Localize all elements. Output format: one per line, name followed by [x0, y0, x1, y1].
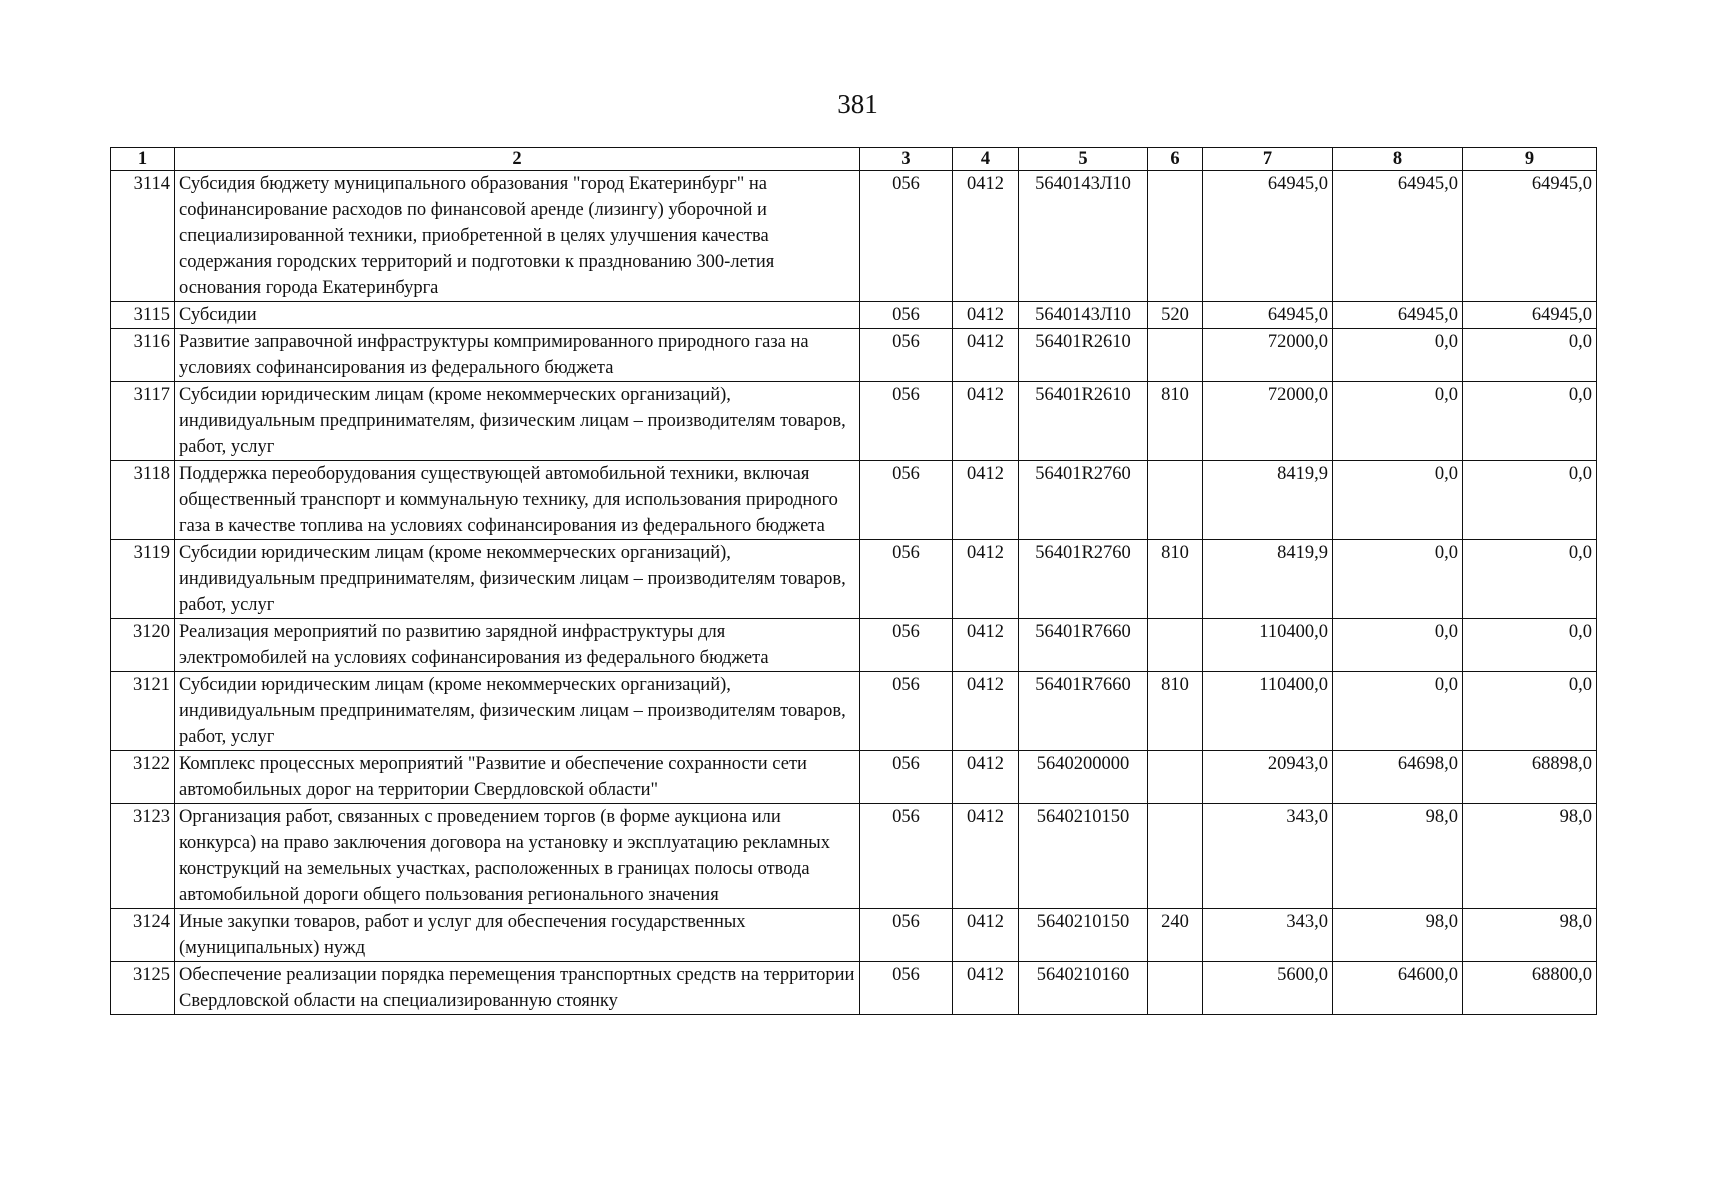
target-article-code: 56401R2610	[1019, 382, 1148, 461]
expense-type-code: 240	[1148, 909, 1203, 962]
table-header	[111, 148, 1597, 171]
expense-type-code: 810	[1148, 540, 1203, 619]
table-row	[111, 751, 1597, 804]
table-body	[111, 171, 1597, 1015]
ministry-code: 056	[860, 751, 953, 804]
column-header: 9	[1463, 148, 1597, 171]
amount-col-8: 98,0	[1333, 804, 1463, 909]
amount-col-9: 0,0	[1463, 619, 1597, 672]
ministry-code: 056	[860, 804, 953, 909]
section-code: 0412	[953, 751, 1019, 804]
column-header: 8	[1333, 148, 1463, 171]
amount-col-9: 0,0	[1463, 329, 1597, 382]
target-article-code: 5640210160	[1019, 962, 1148, 1015]
target-article-code: 56401R2760	[1019, 540, 1148, 619]
amount-col-7: 8419,9	[1203, 540, 1333, 619]
expense-type-code: 520	[1148, 302, 1203, 329]
target-article-code: 5640210150	[1019, 909, 1148, 962]
amount-col-7: 110400,0	[1203, 672, 1333, 751]
amount-col-8: 98,0	[1333, 909, 1463, 962]
ministry-code: 056	[860, 619, 953, 672]
amount-col-8: 0,0	[1333, 382, 1463, 461]
target-article-code: 56401R2760	[1019, 461, 1148, 540]
section-code: 0412	[953, 909, 1019, 962]
column-header: 6	[1148, 148, 1203, 171]
row-name: Комплекс процессных мероприятий "Развитие и обеспечение сохранности сети автомобильных дорог на территории Свердловской области"	[175, 751, 860, 804]
column-header: 3	[860, 148, 953, 171]
amount-col-9: 0,0	[1463, 540, 1597, 619]
row-number: 3116	[111, 329, 175, 382]
amount-col-7: 20943,0	[1203, 751, 1333, 804]
table-row	[111, 962, 1597, 1015]
amount-col-8: 0,0	[1333, 540, 1463, 619]
row-number: 3118	[111, 461, 175, 540]
amount-col-8: 64600,0	[1333, 962, 1463, 1015]
expense-type-code	[1148, 461, 1203, 540]
table-row	[111, 302, 1597, 329]
section-code: 0412	[953, 804, 1019, 909]
target-article-code: 5640200000	[1019, 751, 1148, 804]
amount-col-8: 64945,0	[1333, 171, 1463, 302]
row-number: 3119	[111, 540, 175, 619]
row-name: Субсидии	[175, 302, 860, 329]
table-row	[111, 461, 1597, 540]
target-article-code: 5640210150	[1019, 804, 1148, 909]
row-number: 3122	[111, 751, 175, 804]
table-row	[111, 171, 1597, 302]
target-article-code: 5640143Л10	[1019, 171, 1148, 302]
row-number: 3121	[111, 672, 175, 751]
section-code: 0412	[953, 382, 1019, 461]
column-header: 4	[953, 148, 1019, 171]
amount-col-7: 5600,0	[1203, 962, 1333, 1015]
row-number: 3120	[111, 619, 175, 672]
column-header: 5	[1019, 148, 1148, 171]
target-article-code: 56401R7660	[1019, 672, 1148, 751]
row-number: 3125	[111, 962, 175, 1015]
expense-type-code	[1148, 171, 1203, 302]
row-number: 3123	[111, 804, 175, 909]
expense-type-code	[1148, 619, 1203, 672]
column-header: 2	[175, 148, 860, 171]
table-row	[111, 329, 1597, 382]
ministry-code: 056	[860, 461, 953, 540]
amount-col-7: 64945,0	[1203, 171, 1333, 302]
row-number: 3114	[111, 171, 175, 302]
target-article-code: 56401R2610	[1019, 329, 1148, 382]
row-number: 3115	[111, 302, 175, 329]
amount-col-8: 0,0	[1333, 329, 1463, 382]
row-name: Иные закупки товаров, работ и услуг для обеспечения государственных (муниципальных) нужд	[175, 909, 860, 962]
column-header: 1	[111, 148, 175, 171]
section-code: 0412	[953, 302, 1019, 329]
amount-col-9: 0,0	[1463, 672, 1597, 751]
ministry-code: 056	[860, 672, 953, 751]
ministry-code: 056	[860, 962, 953, 1015]
section-code: 0412	[953, 171, 1019, 302]
amount-col-7: 8419,9	[1203, 461, 1333, 540]
row-name: Поддержка переоборудования существующей автомобильной техники, включая общественный транспорт и коммунальную технику, для использования природного газа в качестве топлива на условиях софинансирования из федерального бюджета	[175, 461, 860, 540]
row-name: Субсидии юридическим лицам (кроме некоммерческих организаций), индивидуальным предпринимателям, физическим лицам – производителям товаров, работ, услуг	[175, 540, 860, 619]
expense-type-code	[1148, 751, 1203, 804]
row-number: 3124	[111, 909, 175, 962]
ministry-code: 056	[860, 909, 953, 962]
page-number: 381	[837, 89, 878, 119]
amount-col-9: 98,0	[1463, 804, 1597, 909]
table-row	[111, 804, 1597, 909]
ministry-code: 056	[860, 382, 953, 461]
amount-col-8: 0,0	[1333, 619, 1463, 672]
amount-col-9: 0,0	[1463, 461, 1597, 540]
amount-col-8: 0,0	[1333, 461, 1463, 540]
amount-col-9: 64945,0	[1463, 171, 1597, 302]
row-name: Субсидии юридическим лицам (кроме некоммерческих организаций), индивидуальным предпринимателям, физическим лицам – производителям товаров, работ, услуг	[175, 382, 860, 461]
table-row	[111, 672, 1597, 751]
ministry-code: 056	[860, 171, 953, 302]
row-name: Развитие заправочной инфраструктуры компримированного природного газа на условиях софинансирования из федерального бюджета	[175, 329, 860, 382]
section-code: 0412	[953, 962, 1019, 1015]
table-row	[111, 540, 1597, 619]
table-row	[111, 382, 1597, 461]
section-code: 0412	[953, 329, 1019, 382]
section-code: 0412	[953, 540, 1019, 619]
target-article-code: 56401R7660	[1019, 619, 1148, 672]
column-header: 7	[1203, 148, 1333, 171]
ministry-code: 056	[860, 540, 953, 619]
amount-col-9: 98,0	[1463, 909, 1597, 962]
budget-table	[110, 147, 1597, 1015]
amount-col-8: 0,0	[1333, 672, 1463, 751]
row-name: Обеспечение реализации порядка перемещения транспортных средств на территории Свердловской области на специализированную стоянку	[175, 962, 860, 1015]
row-name: Субсидии юридическим лицам (кроме некоммерческих организаций), индивидуальным предпринимателям, физическим лицам – производителям товаров, работ, услуг	[175, 672, 860, 751]
expense-type-code	[1148, 804, 1203, 909]
amount-col-9: 68800,0	[1463, 962, 1597, 1015]
ministry-code: 056	[860, 329, 953, 382]
row-number: 3117	[111, 382, 175, 461]
expense-type-code	[1148, 962, 1203, 1015]
section-code: 0412	[953, 619, 1019, 672]
amount-col-7: 343,0	[1203, 804, 1333, 909]
expense-type-code: 810	[1148, 382, 1203, 461]
row-name: Субсидия бюджету муниципального образования "город Екатеринбург" на софинансирование расходов по финансовой аренде (лизингу) уборочной и специализированной техники, приобретенной в целях улучшения качества содержания городских территорий и подготовки к празднованию 300-летия основания города Екатеринбурга	[175, 171, 860, 302]
header-row	[111, 148, 1597, 171]
expense-type-code	[1148, 329, 1203, 382]
row-name: Реализация мероприятий по развитию зарядной инфраструктуры для электромобилей на условиях софинансирования из федерального бюджета	[175, 619, 860, 672]
section-code: 0412	[953, 461, 1019, 540]
amount-col-7: 343,0	[1203, 909, 1333, 962]
amount-col-7: 110400,0	[1203, 619, 1333, 672]
ministry-code: 056	[860, 302, 953, 329]
section-code: 0412	[953, 672, 1019, 751]
amount-col-9: 68898,0	[1463, 751, 1597, 804]
amount-col-9: 0,0	[1463, 382, 1597, 461]
row-name: Организация работ, связанных с проведением торгов (в форме аукциона или конкурса) на право заключения договора на установку и эксплуатацию рекламных конструкций на земельных участках, расположенных в границах полосы отвода автомобильной дороги общего пользования регионального значения	[175, 804, 860, 909]
amount-col-9: 64945,0	[1463, 302, 1597, 329]
amount-col-7: 64945,0	[1203, 302, 1333, 329]
amount-col-8: 64698,0	[1333, 751, 1463, 804]
table-row	[111, 619, 1597, 672]
target-article-code: 5640143Л10	[1019, 302, 1148, 329]
amount-col-7: 72000,0	[1203, 382, 1333, 461]
amount-col-7: 72000,0	[1203, 329, 1333, 382]
amount-col-8: 64945,0	[1333, 302, 1463, 329]
expense-type-code: 810	[1148, 672, 1203, 751]
table-row	[111, 909, 1597, 962]
